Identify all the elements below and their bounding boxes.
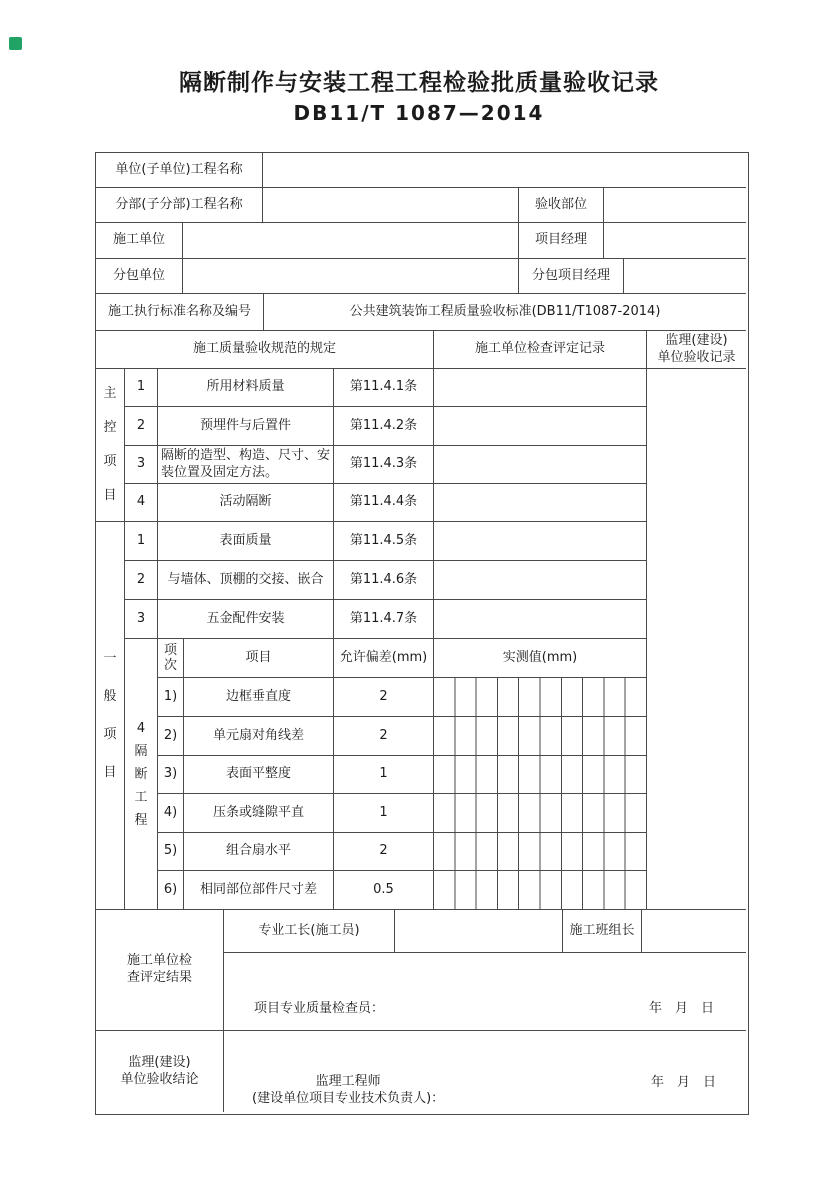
sub-row-no: 6) [158,871,184,910]
team-leader-signature-cell [642,910,746,953]
main-control-category: 主控项目 [96,369,125,522]
general-row-no: 1 [125,522,158,561]
main-control-row-no: 3 [125,446,158,484]
clause-cell: 第11.4.4条 [334,484,434,522]
sub-header-item: 项目 [184,639,334,678]
clause-cell: 第11.4.7条 [334,600,434,639]
sub-header-no: 项次 [158,639,184,678]
unit-project-label: 单位(子单位)工程名称 [96,153,263,188]
subdivision-project-value [263,188,519,223]
general-row-no: 2 [125,561,158,600]
tolerance-value: 1 [334,756,434,794]
check-record-cell [434,600,647,639]
subcontract-unit-label: 分包单位 [96,259,183,294]
foreman-signature-cell [395,910,563,953]
tolerance-value: 1 [334,794,434,833]
spec-column-header: 施工质量验收规范的规定 [96,331,434,369]
inspector-signature-cell [224,953,746,1031]
clause-cell: 第11.4.6条 [334,561,434,600]
check-record-cell [434,369,647,407]
main-control-row-no: 1 [125,369,158,407]
check-record-column-header: 施工单位检查评定记录 [434,331,647,369]
measured-grid-cell [434,678,647,717]
supervision-record-cell [647,369,746,910]
measured-grid-cell [434,833,647,871]
measured-grid-cell [434,871,647,910]
check-record-cell [434,446,647,484]
tolerance-value: 0.5 [334,871,434,910]
sub-row-no: 1) [158,678,184,717]
item-name-cell: 所用材料质量 [158,369,334,407]
subdivision-project-label: 分部(子分部)工程名称 [96,188,263,223]
date-line: 年 月 日 [648,1001,714,1017]
general-items-category: 一般项目 [96,522,125,910]
sub-item-name: 单元扇对角线差 [184,717,334,756]
sub-header-tolerance: 允许偏差(mm) [334,639,434,678]
sub-item-name: 组合扇水平 [184,833,334,871]
item-name-cell: 表面质量 [158,522,334,561]
partition-subcategory: 4隔断工程 [125,639,158,910]
clause-cell: 第11.4.5条 [334,522,434,561]
construction-unit-value [183,223,519,259]
project-manager-value [604,223,746,259]
sub-item-name: 压条或缝隙平直 [184,794,334,833]
measured-grid-cell [434,756,647,794]
sub-row-no: 4) [158,794,184,833]
measured-grid-cell [434,794,647,833]
clause-cell: 第11.4.2条 [334,407,434,446]
sub-item-name: 边框垂直度 [184,678,334,717]
supervision-conclusion-label: 监理(建设) 单位验收结论 [96,1031,224,1112]
subcontract-unit-value [183,259,519,294]
general-row-no: 3 [125,600,158,639]
item-name-cell: 隔断的造型、构造、尺寸、安装位置及固定方法。 [158,446,334,484]
construction-unit-label: 施工单位 [96,223,183,259]
tolerance-value: 2 [334,717,434,756]
page-title: 隔断制作与安装工程工程检验批质量验收记录 [179,70,659,96]
sub-row-no: 3) [158,756,184,794]
project-manager-label: 项目经理 [519,223,604,259]
main-control-row-no: 2 [125,407,158,446]
acceptance-part-value [604,188,746,223]
main-control-row-no: 4 [125,484,158,522]
tolerance-value: 2 [334,678,434,717]
check-record-cell [434,407,647,446]
acceptance-part-label: 验收部位 [519,188,604,223]
check-record-cell [434,484,647,522]
clause-cell: 第11.4.1条 [334,369,434,407]
supervision-signature-cell [224,1031,746,1112]
subcontract-manager-label: 分包项目经理 [519,259,624,294]
subcontract-manager-value [624,259,746,294]
check-record-cell [434,522,647,561]
acceptance-record-table [95,152,749,1115]
foreman-label: 专业工长(施工员) [224,910,395,953]
supervision-record-column-header: 监理(建设) 单位验收记录 [647,331,746,369]
item-name-cell: 活动隔断 [158,484,334,522]
sub-item-name: 表面平整度 [184,756,334,794]
check-result-label: 施工单位检 查评定结果 [96,910,224,1031]
sub-header-measured: 实测值(mm) [434,639,647,678]
date-line: 年 月 日 [650,1075,716,1091]
team-leader-label: 施工班组长 [563,910,642,953]
standard-value: 公共建筑装饰工程质量验收标准(DB11/T1087-2014) [264,294,746,331]
sub-row-no: 5) [158,833,184,871]
item-name-cell: 与墙体、顶棚的交接、嵌合 [158,561,334,600]
measured-grid-cell [434,717,647,756]
unit-project-value [263,153,746,188]
engineer-label: 监理工程师 (建设单位项目专业技术负责人)： [252,1074,445,1107]
standard-number-subtitle: DB11/T 1087—2014 [293,101,545,125]
check-record-cell [434,561,647,600]
sub-item-name: 相同部位部件尺寸差 [184,871,334,910]
item-name-cell: 五金配件安装 [158,600,334,639]
item-name-cell: 预埋件与后置件 [158,407,334,446]
inspector-label: 项目专业质量检查员： [254,1001,385,1017]
page-header [0,64,838,125]
sub-row-no: 2) [158,717,184,756]
standard-label: 施工执行标准名称及编号 [96,294,264,331]
green-accent-square [9,37,22,50]
clause-cell: 第11.4.3条 [334,446,434,484]
tolerance-value: 2 [334,833,434,871]
